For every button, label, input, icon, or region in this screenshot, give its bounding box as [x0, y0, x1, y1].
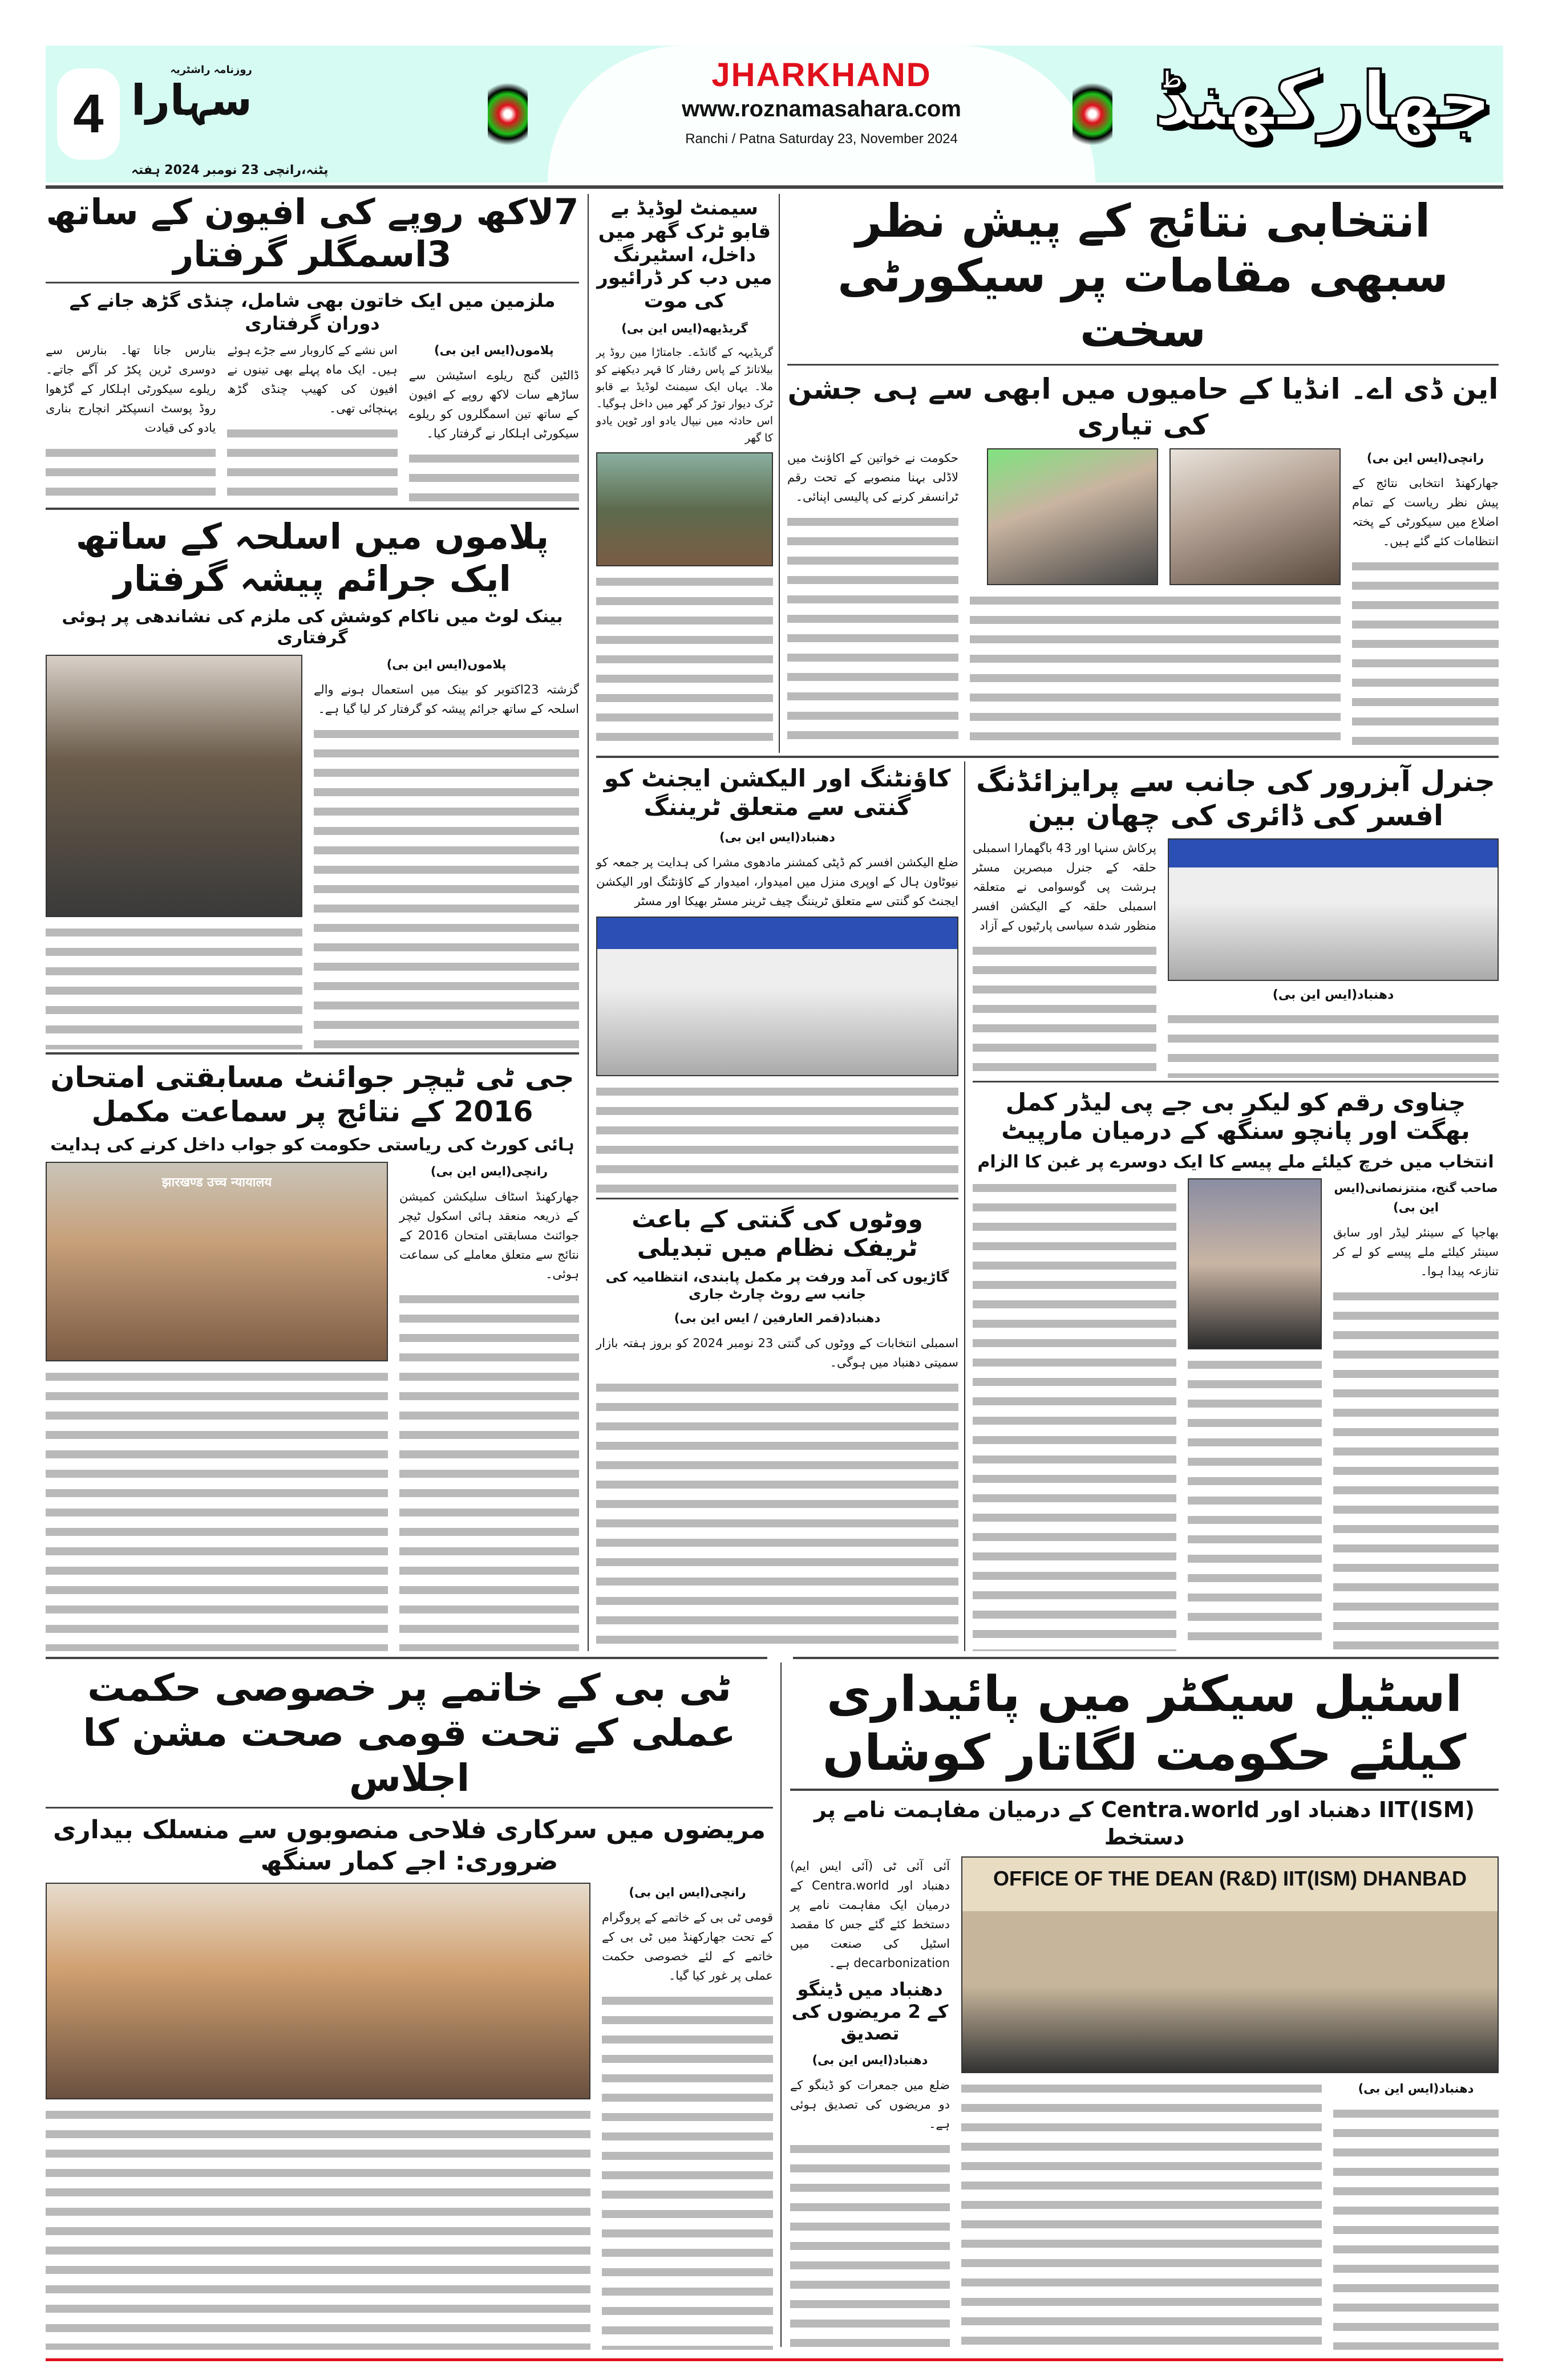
story-text: جھارکھنڈ اسٹاف سلیکشن کمیشن کے ذریعہ منعقد ہائی اسکول ٹیچر جوائنٹ مسابقتی امتحان 2016 کے نتائج سے متعلق معاملے کی سماعت ہوئی۔: [399, 1189, 579, 1281]
story-body-continued: [970, 591, 1341, 750]
headline-truck: سیمنٹ لوڈیڈ بے قابو ٹرک گھر میں داخل، اسٹیرنگ میں دب کر ڈرائیور کی موت: [597, 197, 772, 313]
photo-truck-accident: [596, 452, 773, 566]
story-column: [973, 838, 1156, 1078]
dateline: پلاموں(ایس این بی): [434, 343, 554, 357]
story-traffic: [596, 1198, 958, 1651]
story-body-continued: [399, 1290, 579, 1652]
divider: [46, 1807, 773, 1809]
subhead-steel: IIT(ISM) دھنباد اور Centra.world کے درمیان مفاہمت نامے پر دستخط: [814, 1797, 1475, 1850]
divider: [46, 508, 579, 510]
story-clash: [973, 1081, 1499, 1651]
logo-subtitle: روزنامہ راشٹریہ: [170, 64, 252, 76]
dateline: دھنباد(ایس این بی): [1272, 988, 1394, 1002]
story-text: پرکاش سنہا اور 43 باگھمارا اسمبلی حلقہ کے جنرل مبصرین مسٹر ہرشت پی گوسوامی نے متعلقہ اسمبلی حلقہ کے الیکشن افسر منظور شدہ سیاسی پارٹیوں کے آزاد: [973, 841, 1156, 932]
story-column: [1333, 1178, 1499, 1651]
story-column: [1333, 2079, 1499, 2350]
story-body-continued: [961, 2079, 1322, 2350]
story-body-continued: [973, 1178, 1176, 1651]
dateline: رانچی(ایس این بی): [1366, 451, 1484, 465]
headline-dengue: دھنباد میں ڈینگو کے 2 مریضوں کی تصدیق: [791, 1978, 949, 2045]
footer-rule: [46, 2358, 1503, 2361]
photo-column: [961, 1856, 1499, 2350]
story-column: [314, 655, 579, 1049]
photo-column: [970, 448, 1341, 750]
story-columns: [46, 1162, 579, 1652]
story-body-continued: [787, 512, 958, 750]
divider: [596, 1198, 958, 1199]
story-column: [227, 340, 397, 502]
headline-steel: اسٹیل سیکٹر میں پائیداری کیلئے حکومت لگاتار کوشاں: [822, 1666, 1467, 1782]
story-opium: [46, 191, 579, 502]
photo-injured-leader: [1188, 1178, 1322, 1349]
photo-column: [46, 655, 302, 1049]
story-columns: [46, 1883, 773, 2350]
photo-mou-signing: [961, 1856, 1499, 2073]
story-body-continued: [1333, 1287, 1499, 1651]
dateline: رانچی(ایس این بی): [430, 1164, 548, 1178]
story-body-continued: [46, 1367, 388, 1652]
divider: [46, 1052, 579, 1055]
story-text: گریڈیہہ کے گانڈے۔ جامتاڑا مین روڈ پر بیلاتانڑ کے پاس رفتار کا قہر دیکھنے کو ملا۔ یہاں ایک سیمنٹ لوڈیڈ بے قابو ٹرک دیوار توڑ کر گھر میں داخل ہوگیا۔ اس حادثہ میں نیپال یادو اور ٹوپن یادو کا گھر: [596, 346, 773, 444]
story-text: اس نشے کے کاروبار سے جڑے ہوئے ہیں۔ ایک ماہ پہلے بھی تینوں نے افیون کی کھیپ چنڈی گڑھ پہنچائی تھی۔: [227, 343, 398, 415]
story-column: [973, 1178, 1176, 1651]
story-columns: [973, 1178, 1499, 1651]
court-sign: झारखण्ड उच्च न्यायालय: [161, 1175, 272, 1190]
website-url[interactable]: www.roznamasahara.com: [682, 96, 961, 121]
edition-date: Ranchi / Patna Saturday 23, November 2024: [685, 131, 958, 147]
subhead-traffic: گاڑیوں کی آمد ورفت پر مکمل پابندی، انتظامیہ کی جانب سے روٹ چارٹ جاری: [605, 1268, 949, 1302]
story-body-continued: [227, 424, 397, 502]
story-column: [399, 1162, 579, 1652]
story-body-continued: [596, 1082, 958, 1195]
story-body-continued: [790, 2139, 950, 2350]
divider: [790, 1789, 1499, 1791]
story-column: [602, 1883, 773, 2350]
subhead-tb: مریضوں میں سرکاری فلاحی منصوبوں سے منسلک بیداری ضروری: اجے کمار سنگھ: [53, 1815, 766, 1876]
photo-rahul-gandhi: [987, 448, 1158, 585]
story-columns: [961, 2079, 1499, 2350]
headline-teacher: جی ٹی ٹیچر جوائنٹ مسابقتی امتحان 2016 کے نتائج پر سماعت مکمل: [50, 1061, 574, 1128]
story-arms: [46, 508, 579, 1049]
story-column: [46, 340, 216, 502]
dateline: گریڈیهه(ایس این بی): [621, 321, 748, 335]
photo-high-court: [46, 1162, 388, 1361]
story-text: بنارس جانا تھا۔ بنارس سے دوسری ٹرین پکڑ کر آگے جاتے۔ ریلوے سیکورٹی اہلکار کے گڑھوا روڈ پوسٹ انسپکٹر انچارج بناری یادو کی قیادت: [46, 343, 216, 435]
story-body-continued: [973, 941, 1156, 1078]
headline-counting: کاؤنٹنگ اور الیکشن ایجنٹ کو گنتی سے متعلق ٹریننگ: [604, 764, 951, 821]
photo-counting-training: [596, 917, 958, 1076]
divider: [596, 756, 1499, 758]
divider: [780, 1663, 782, 2347]
divider: [787, 364, 1499, 366]
story-observer: [973, 764, 1499, 1078]
dateline: دھنباد(ایس این بی): [1358, 2082, 1474, 2096]
story-counting: [596, 764, 958, 1195]
story-column: [409, 340, 579, 502]
dateline: دھنباد(قمر العارفین / ایس این بی): [674, 1311, 881, 1325]
story-body-continued: [46, 923, 302, 1049]
story-text: گزشتہ 23اکتوبر کو بینک میں استعمال ہونے والے اسلحہ کے ساتھ جرائم پیشہ کو گرفتار کر لیا گیا ہے۔: [314, 682, 579, 716]
story-body-continued: [409, 449, 579, 502]
subhead-clash: انتخاب میں خرچ کیلئے ملے پیسے کا ایک دوسرے پر غبن کا الزام: [977, 1152, 1494, 1172]
masthead-center: [548, 46, 1095, 183]
story-body-continued: [1333, 2104, 1499, 2350]
headline-clash: چناوی رقم کو لیکر بی جے پی لیڈر کمل بھگت اور پانچو سنگھ کے درمیان مارپیٹ: [1001, 1088, 1470, 1145]
story-steel: [790, 1665, 1499, 2350]
headline-observer: جنرل آبزرور کی جانب سے پرایزائڈنگ افسر کی ڈائری کی چھان بین: [976, 765, 1495, 832]
story-tb: [46, 1665, 773, 2350]
story-column: [787, 448, 958, 750]
headline-traffic: ووٹوں کی گنتی کے باعث ٹریفک نظام میں تبدیلی: [632, 1205, 923, 1262]
divider: [46, 1657, 767, 1659]
subhead-security: این ڈی اے۔ انڈیا کے حامیوں میں ابھی سے ہی جشن کی تیاری: [787, 372, 1499, 441]
story-column: [790, 1856, 950, 2350]
photo-arrested-criminal: [46, 655, 302, 917]
story-body-continued: [1168, 1009, 1499, 1078]
story-column: [961, 2079, 1322, 2350]
headline-arms: پلاموں میں اسلحہ کے ساتھ ایک جرائم پیشہ گرفتار: [75, 516, 549, 600]
story-security: [787, 194, 1499, 750]
story-body-continued: [596, 1378, 958, 1651]
story-teacher: [46, 1052, 579, 1651]
page-number: 4: [57, 68, 120, 160]
subhead-arms: بینک لوٹ میں ناکام کوشش کی ملزم کی نشاندھی پر ہوئی گرفتاری: [62, 606, 563, 648]
headline-opium: 7لاکھ روپے کی افیون کے ساتھ 3اسمگلر گرفتار: [46, 191, 579, 275]
photo-observer-inspection: [1168, 838, 1499, 981]
sun-emblem-icon: [488, 74, 528, 154]
story-body-continued: [596, 572, 773, 750]
story-columns: [790, 1856, 1499, 2350]
story-text: آئی آئی ٹی (آئی ایس ایم) دھنباد اور Centra.world کے درمیان ایک مفاہمت نامے پر دستخط کئے گئے جس کا مقصد اسٹیل کی صنعت میں decarbonization ہے۔: [790, 1859, 950, 1971]
story-text: حکومت نے خواتین کے اکاؤنٹ میں لاڈلی بہنا منصوبے کے تحت رقم ٹرانسفر کرنے کی پالیسی اپنائی۔: [787, 451, 958, 504]
divider: [588, 194, 589, 1651]
story-body-continued: [1352, 557, 1499, 750]
headline-tb: ٹی بی کے خاتمے پر خصوصی حکمت عملی کے تحت قومی صحت مشن کا اجلاس: [83, 1666, 736, 1801]
story-text: ڈالٹین گنج ریلوے اسٹیشن سے ساڑھے سات لاکھ روپے کے افیون کے ساتھ تین اسمگلروں کو ریلوے سیکورٹی اہلکار نے گرفتار کیا۔: [408, 368, 579, 440]
sahara-logo: [131, 63, 252, 124]
divider: [973, 1081, 1499, 1082]
divider: [46, 282, 579, 283]
story-columns: [973, 838, 1499, 1078]
divider: [779, 194, 780, 753]
photo-hemant-soren: [1169, 448, 1341, 585]
story-body-continued: [314, 724, 579, 1049]
story-text: ضلع میں جمعرات کو ڈینگو کے دو مریضوں کی تصدیق ہوئی ہے۔: [790, 2078, 950, 2131]
dateline: پلاموں(ایس این بی): [386, 657, 507, 671]
urdu-date: پٹنہ،رانچی 23 نومبر 2024 ہفتہ: [131, 163, 329, 177]
story-text: بھاجپا کے سینئر لیڈر اور سابق سینئر کیلئے ملے پیسے کو لے کر تنازعہ پیدا ہوا۔: [1333, 1226, 1499, 1279]
headline-security: انتخابی نتائج کے پیش نظر سبھی مقامات پر سیکورٹی سخت: [837, 194, 1448, 357]
story-columns: [787, 448, 1499, 750]
masthead: [46, 46, 1503, 183]
subhead-teacher: ہائی کورٹ کی ریاستی حکومت کو جواب داخل کرنے کی ہدایت: [50, 1135, 574, 1155]
photo-column: [46, 1162, 388, 1652]
story-column: [1352, 448, 1499, 750]
story-body-continued: [46, 443, 216, 502]
divider: [964, 761, 965, 1651]
sun-emblem-icon: [1073, 74, 1112, 154]
story-text: ضلع الیکشن افسر کم ڈپٹی کمشنر مادھوی مشرا کی ہدایت پر جمعہ کو نیوٹاون ہال کے اوپری منزل میں امیدوار، امیدوار کے کاؤنٹنگ اور الیکشن ایجنٹ کو گنتی سے متعلق ٹریننگ چیف ٹرینر مسٹر بھیکا اور مسٹر: [596, 855, 958, 908]
photo-health-mission-meeting: [46, 1883, 590, 2099]
edition-title: JHARKHAND: [711, 56, 932, 94]
dateline: دھنباد(ایس این بی): [812, 2053, 928, 2067]
story-text: اسمبلی انتخابات کے ووٹوں کی گنتی 23 نومبر 2024 کو بروز ہفتہ بازار سمیتی دھنباد میں ہوگی۔: [596, 1336, 958, 1369]
urdu-edition-title: جھارکھنڈ: [1154, 56, 1492, 143]
photo-column: [1188, 1178, 1322, 1651]
story-columns: [46, 340, 579, 502]
dateline: صاحب گنج، منتزنصانی(ایس این بی): [1334, 1181, 1498, 1215]
logo-text: سہارا: [131, 76, 252, 125]
photo-column: [46, 1883, 590, 2350]
story-body-continued: [46, 2105, 590, 2350]
office-sign: OFFICE OF THE DEAN (R&D) IIT(ISM) DHANBAD: [993, 1867, 1467, 1891]
divider: [46, 185, 1503, 189]
subhead-opium: ملزمین میں ایک خاتون بھی شامل، چنڈی گڑھ جانے کے دوران گرفتاری: [69, 289, 556, 334]
dateline: دھنباد(ایس این بی): [719, 830, 835, 844]
story-body-continued: [602, 1991, 773, 2350]
photo-row: [970, 448, 1341, 585]
photo-column: [1168, 838, 1499, 1078]
divider: [793, 1657, 1499, 1659]
story-text: قومی ٹی بی کے خاتمے کے پروگرام کے تحت جھارکھنڈ میں ٹی بی کے خاتمے کے لئے خصوصی حکمت عملی پر غور کیا گیا۔: [602, 1910, 773, 1982]
dateline: رانچی(ایس این بی): [629, 1885, 746, 1899]
story-text: جھارکھنڈ انتخابی نتائج کے پیش نظر ریاست کے تمام اضلاع میں سیکورٹی کے پختہ انتظامات کئے گئے ہیں۔: [1352, 476, 1499, 548]
story-columns: [46, 655, 579, 1049]
story-body-continued: [1188, 1355, 1322, 1651]
story-truck: [596, 197, 773, 750]
